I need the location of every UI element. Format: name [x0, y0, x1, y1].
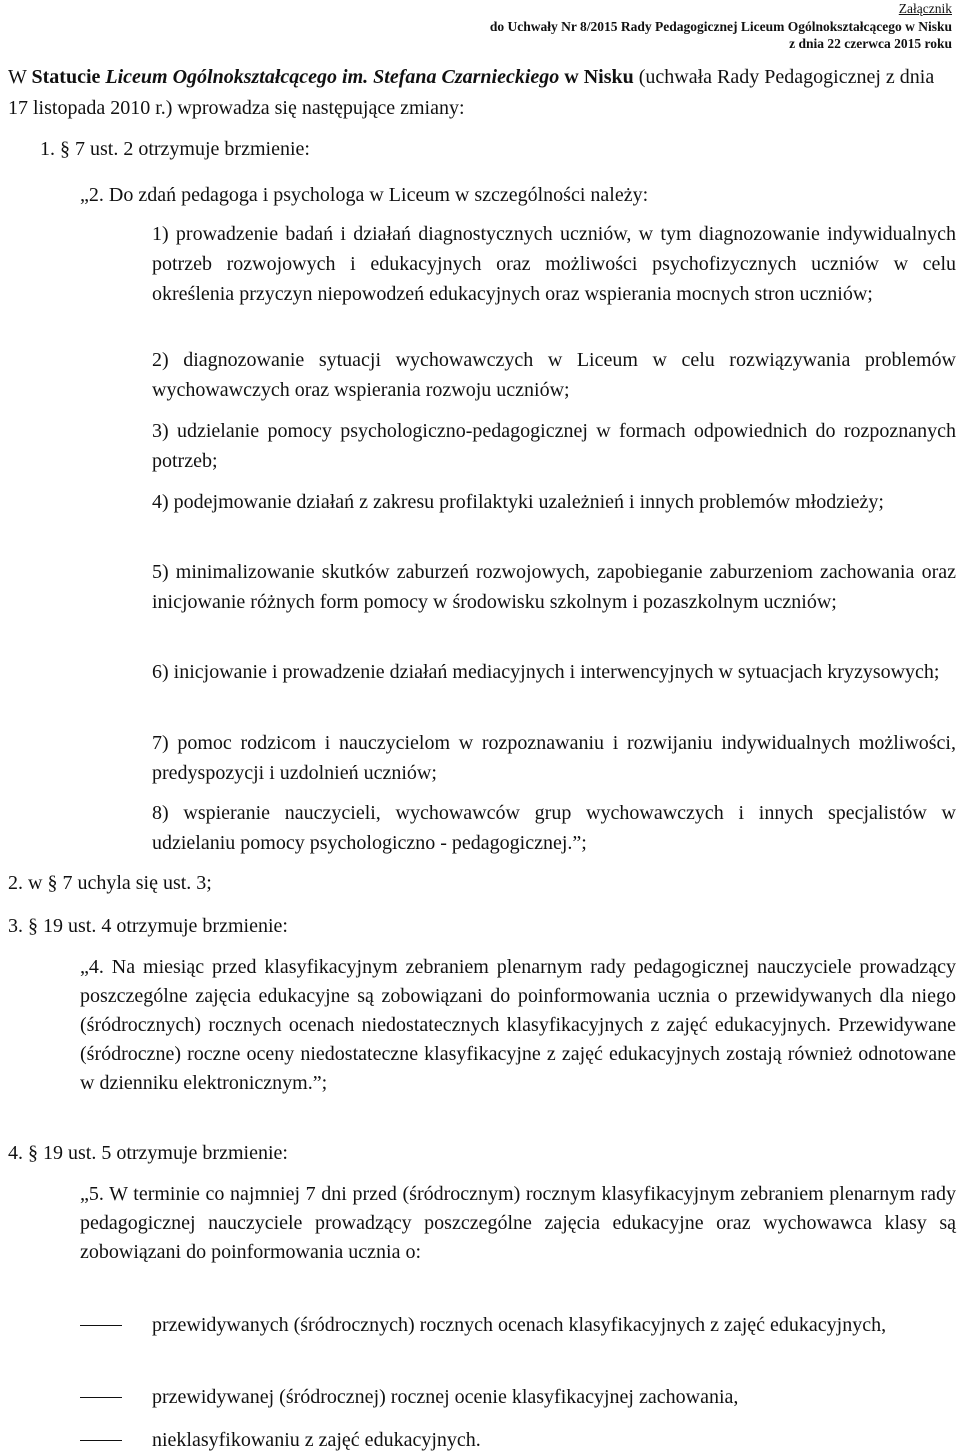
intro-place: w Nisku — [559, 66, 634, 88]
dash-bullet — [80, 1325, 122, 1326]
dash-item-text: przewidywanych (śródrocznych) rocznych ocenach klasyfikacyjnych z zajęć edukacyjnych, — [152, 1314, 887, 1336]
change-1-heading: 1. § 7 ust. 2 otrzymuje brzmienie: — [40, 138, 310, 160]
paragraph-4: „4. Na miesiąc przed klasyfikacyjnym zebraniem plenarnym rady pedagogicznej nauczyciele prowadzący poszczególne zajęcia edukacyjne są zobowiązani do poinformowania ucznia o przewidywanych dla niego (śródrocznych) rocznych ocenach niedostatecznych klasyfikacyjnych z zajęć edukacyjnych. Przewidywane (śródroczne) roczne oceny niedostateczne klasyfikacyjne z zajęć edukacyjnych zostają również odnotowane w dzienniku elektronicznym.”; — [80, 956, 956, 1094]
duties-list — [152, 416, 956, 476]
duty-item: 8) wspieranie nauczycieli, wychowawców grup wychowawczych i innych specjalistów w udzielaniu pomocy psychologiczno - pedagogicznej.”; — [152, 802, 956, 854]
intro-paragraph — [8, 62, 956, 124]
dash-item-text: przewidywanej (śródrocznej) rocznej ocenie klasyfikacyjnej zachowania, — [152, 1386, 739, 1408]
duties-list — [152, 557, 956, 617]
duties-list — [152, 657, 956, 687]
change-3-heading: 3. § 19 ust. 4 otrzymuje brzmienie: — [8, 915, 288, 937]
duties-list — [152, 345, 956, 405]
intro-school-name: Liceum Ogólnokształcącego im. Stefana Czarnieckiego — [105, 66, 560, 88]
intro-statute: Statucie — [31, 66, 106, 88]
intro-prefix: W — [8, 66, 32, 88]
change-3-text — [80, 953, 956, 1098]
dash-item-text: nieklasyfikowaniu z zajęć edukacyjnych. — [152, 1429, 481, 1451]
change-2: 2. w § 7 uchyla się ust. 3; — [8, 872, 212, 894]
dash-list-item — [80, 1383, 956, 1412]
attachment-header — [490, 0, 952, 53]
duty-item: 2) diagnozowanie sytuacji wychowawczych w Liceum w celu rozwiązywania problemów wychowawczych oraz wspierania rozwoju uczniów; — [152, 349, 956, 401]
duty-item: 3) udzielanie pomocy psychologiczno-pedagogicznej w formach odpowiednich do rozpoznanych potrzeb; — [152, 420, 956, 472]
duties-list — [152, 798, 956, 858]
duties-list — [152, 728, 956, 788]
paragraph-5: „5. W terminie co najmniej 7 dni przed (śródrocznym) rocznym klasyfikacyjnym zebraniem plenarnym rady pedagogicznej nauczyciele prowadzący poszczególne zajęcia edukacyjne oraz wychowawca klasy są zobowiązani do poinformowania ucznia o: — [80, 1183, 956, 1263]
duties-list — [152, 219, 956, 309]
dash-bullet — [80, 1397, 122, 1398]
duties-list — [152, 487, 956, 517]
duty-item: 7) pomoc rodzicom i nauczycielom w rozpoznawaniu i rozwijaniu indywidualnych możliwości, predyspozycji i uzdolnień uczniów; — [152, 732, 956, 784]
attachment-label: Załącznik — [898, 1, 952, 16]
duty-item: 1) prowadzenie badań i działań diagnostycznych uczniów, w tym diagnozowanie indywidualnych potrzeb rozwojowych i edukacyjnych oraz możliwości psychofizycznych uczniów w celu określenia przyczyn niepowodzeń edukacyjnych oraz wspierania mocnych stron uczniów; — [152, 223, 956, 305]
dash-list-item — [80, 1426, 956, 1455]
change-4-text — [80, 1180, 956, 1267]
dash-list-item — [80, 1311, 956, 1340]
change-1-lead: „2. Do zdań pedagoga i psychologa w Liceum w szczególności należy: — [80, 184, 649, 206]
duty-item: 6) inicjowanie i prowadzenie działań mediacyjnych i interwencyjnych w sytuacjach kryzysowych; — [152, 661, 940, 683]
change-4-heading: 4. § 19 ust. 5 otrzymuje brzmienie: — [8, 1142, 288, 1164]
duty-item: 4) podejmowanie działań z zakresu profilaktyki uzależnień i innych problemów młodzieży; — [152, 491, 884, 513]
dash-bullet — [80, 1440, 122, 1441]
resolution-reference: do Uchwały Nr 8/2015 Rady Pedagogicznej Liceum Ogólnokształcącego w Nisku — [489, 18, 952, 34]
intro-rest: (uchwała Rady Pedagogicznej z dnia 17 listopada 2010 r.) wprowadza się następujące zmiany: — [8, 66, 935, 119]
duty-item: 5) minimalizowanie skutków zaburzeń rozwojowych, zapobieganie zaburzeniom zachowania oraz inicjowanie różnych form pomocy w środowisku szkolnym i pozaszkolnym uczniów; — [152, 561, 956, 613]
resolution-date: z dnia 22 czerwca 2015 roku — [789, 36, 952, 51]
